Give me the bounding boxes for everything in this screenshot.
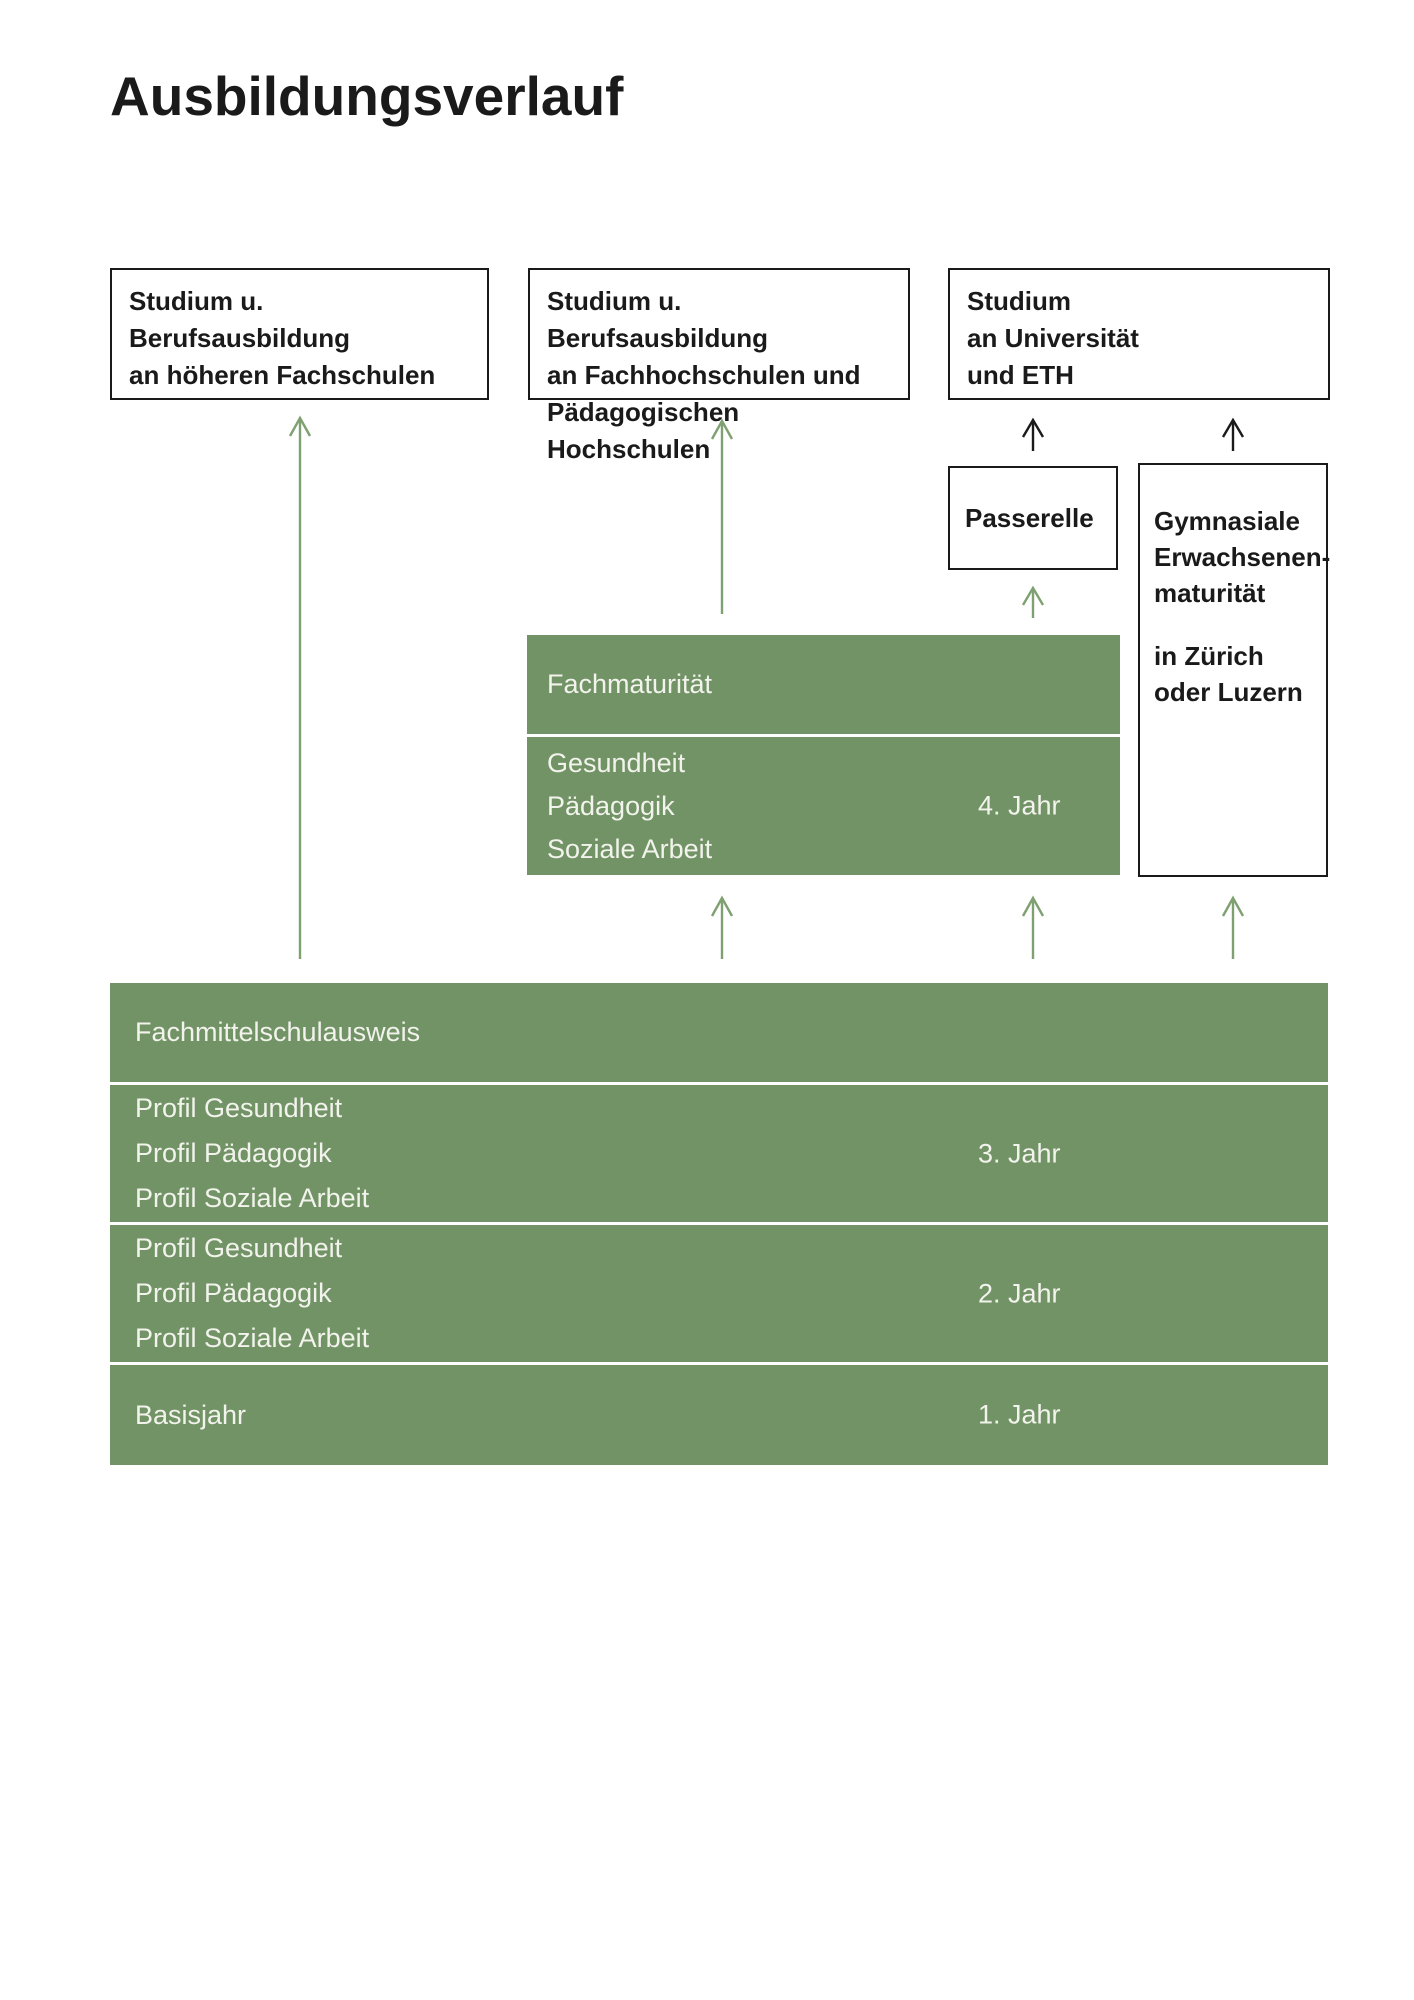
box-hoehere-fachschulen (110, 268, 489, 400)
box-line: an Fachhochschulen und (547, 360, 861, 390)
spacer (1154, 611, 1318, 638)
block-fachmaturitaet (527, 635, 1120, 875)
up-arrow-fms-to-gymnasiale-maturitaet (1220, 895, 1246, 960)
fms-row-year1 (110, 1365, 1328, 1465)
box-line: an Universität (967, 323, 1139, 353)
profile-label: Pädagogik (547, 790, 675, 821)
box-passerelle (948, 466, 1118, 570)
box-line: maturität (1154, 578, 1266, 608)
box-gymnasiale-erwachsenenmaturitaet (1138, 463, 1331, 877)
fachmaturitaet-body (527, 737, 1120, 875)
profile-label: Profil Pädagogik (135, 1138, 332, 1168)
box-line: Pädagogischen Hochschulen (547, 397, 740, 464)
profile-label: Soziale Arbeit (547, 833, 713, 864)
year-label: 1. Jahr (978, 1399, 1061, 1430)
passerelle-label: Passerelle (965, 502, 1094, 533)
box-line: Studium u. Berufsausbildung (129, 286, 351, 353)
up-arrow-fachmaturitaet-to-fachhochschulen (709, 418, 735, 615)
profile-label: Profil Soziale Arbeit (135, 1183, 370, 1213)
page-title: Ausbildungsverlauf (110, 65, 624, 127)
box-line: und ETH (967, 360, 1074, 390)
fachmaturitaet-title: Fachmaturität (547, 669, 713, 699)
fms-row-year2 (110, 1225, 1328, 1365)
profile-label: Basisjahr (135, 1399, 247, 1430)
up-arrow-gymnasiale-maturitaet-to-universitaet (1220, 417, 1246, 452)
box-line: Studium (967, 286, 1071, 316)
fms-header (110, 983, 1328, 1085)
fms-row-year3 (110, 1085, 1328, 1225)
block-fachmittelschulausweis (110, 983, 1328, 1465)
up-arrow-fachmaturitaet-to-passerelle (1020, 585, 1046, 619)
box-fachhochschulen (528, 268, 910, 464)
box-universitaet-eth (948, 268, 1330, 400)
fms-title: Fachmittelschulausweis (135, 1017, 421, 1047)
year-label: 3. Jahr (978, 1138, 1061, 1168)
box-line: Studium u. Berufsausbildung (547, 286, 769, 353)
up-arrow-fms-to-fachmaturitaet (709, 895, 735, 960)
box-line: Gymnasiale (1154, 506, 1300, 536)
up-arrow-passerelle-to-universitaet (1020, 417, 1046, 452)
box-line: Erwachsenen- (1154, 542, 1331, 572)
year-label: 2. Jahr (978, 1278, 1061, 1308)
profile-label: Profil Soziale Arbeit (135, 1323, 370, 1353)
profile-label: Profil Pädagogik (135, 1278, 332, 1308)
profile-label: Profil Gesundheit (135, 1233, 343, 1263)
year-label: 4. Jahr (978, 790, 1061, 821)
box-line: oder Luzern (1154, 677, 1303, 707)
fachmaturitaet-header (527, 635, 1120, 737)
profile-label: Gesundheit (547, 747, 686, 778)
box-line: in Zürich (1154, 641, 1264, 671)
box-line: an höheren Fachschulen (129, 360, 436, 390)
up-arrow-fms-to-fachmaturitaet-2 (1020, 895, 1046, 960)
up-arrow-fms-to-hoehere-fachschulen (287, 415, 313, 960)
profile-label: Profil Gesundheit (135, 1093, 343, 1123)
